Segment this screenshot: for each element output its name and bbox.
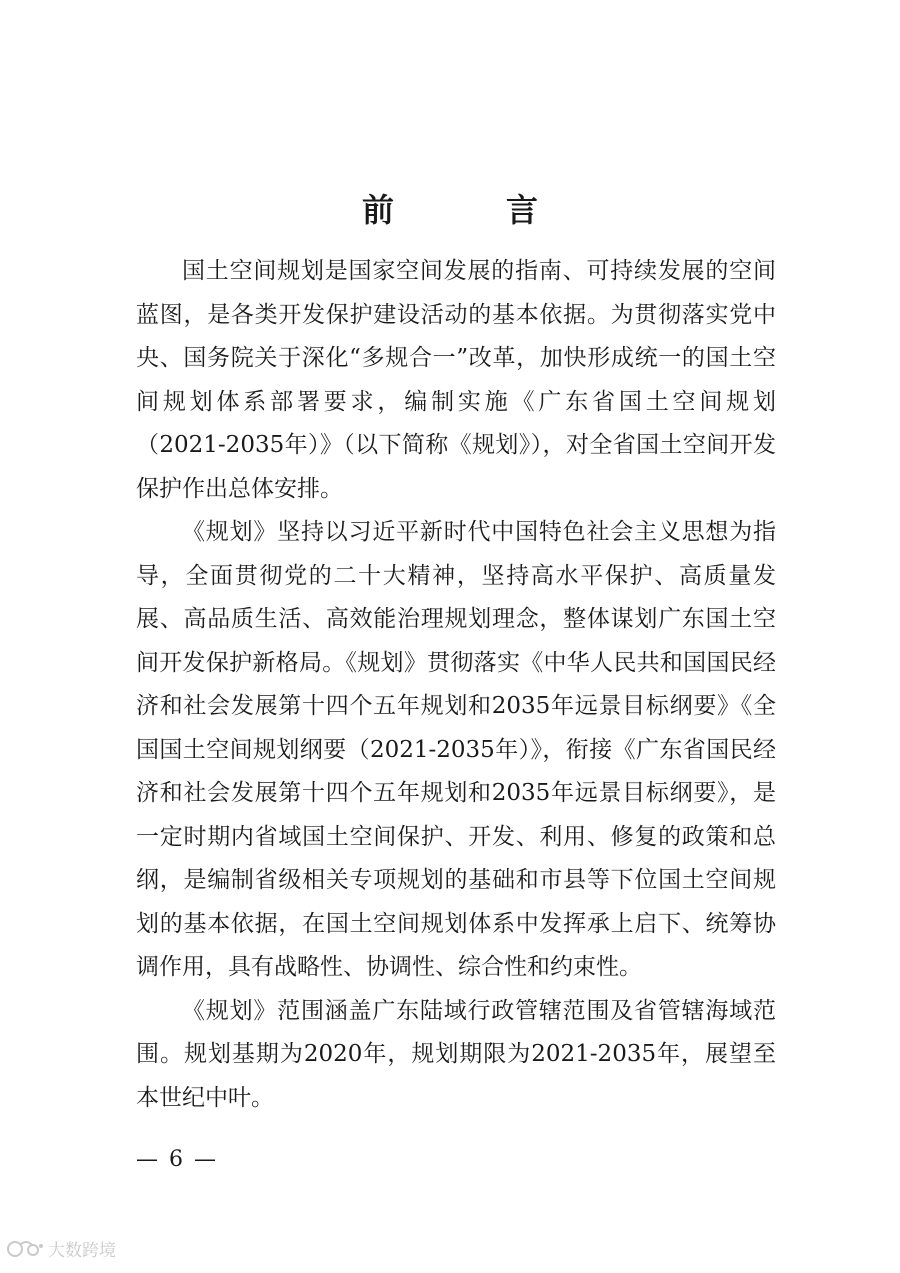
page-title: 前 言 xyxy=(361,191,578,229)
watermark-logo-icon xyxy=(6,1237,44,1261)
watermark xyxy=(6,1236,116,1261)
paragraph-1: 国土空间规划是国家空间发展的指南、可持续发展的空间蓝图，是各类开发保护建设活动的基本依据。为贯彻落实党中央、国务院关于深化“多规合一”改革，加快形成统一的国土空间规划体系部署要求，编制实施《广东省国土空间规划（2021-2035年）》（以下简称《规划》），对全省国土空间开发保护作出总体安排。 xyxy=(136,258,776,502)
paragraph-2: 《规划》坚持以习近平新时代中国特色社会主义思想为指导，全面贯彻党的二十大精神，坚持高水平保护、高质量发展、高品质生活、高效能治理规划理念，整体谋划广东国土空间开发保护新格局。《规划》贯彻落实《中华人民共和国国民经济和社会发展第十四个五年规划和2035年远景目标纲要》《全国国土空间规划纲要（2021-2035年）》，衔接《广东省国民经济和社会发展第十四个五年规划和2035年远景目标纲要》，是一定时期内省域国土空间保护、开发、利用、修复的政策和总纲，是编制省级相关专项规划的基础和市县等下位国土空间规划的基本依据，在国土空间规划体系中发挥承上启下、统筹协调作用，具有战略性、协调性、综合性和约束性。 xyxy=(136,519,776,980)
paragraph-3: 《规划》范围涵盖广东陆域行政管辖范围及省管辖海域范围。规划基期为2020年，规划期限为2021-2035年，展望至本世纪中叶。 xyxy=(136,997,776,1111)
document-body xyxy=(136,250,776,1120)
watermark-text: 大数跨境 xyxy=(48,1241,116,1261)
page-number: — 6 — xyxy=(136,1147,218,1172)
